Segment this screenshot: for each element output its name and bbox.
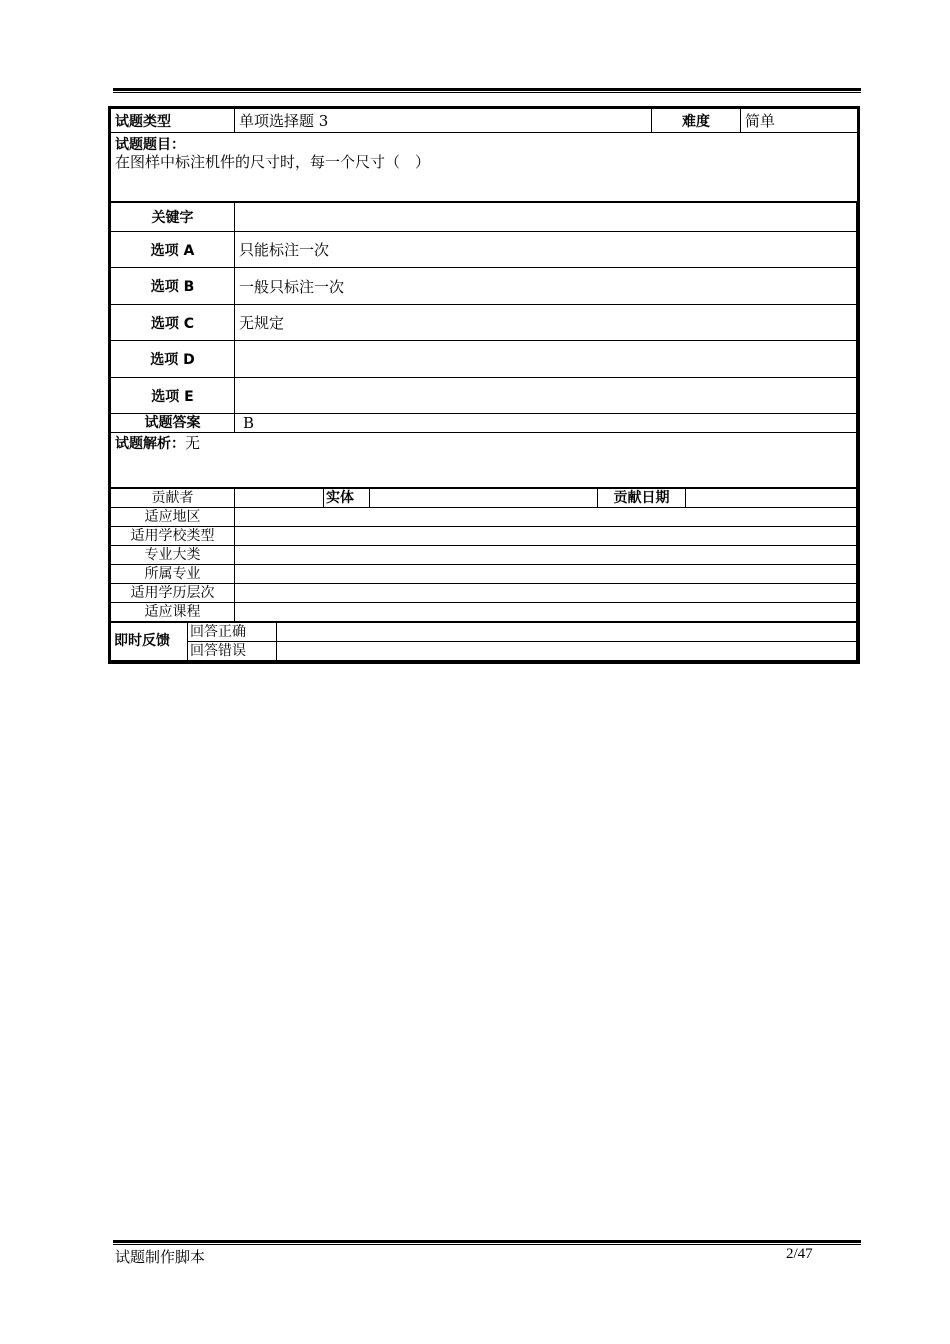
entity-value[interactable]: [370, 489, 598, 508]
question-stem-cell[interactable]: [111, 133, 858, 202]
option-d-label: 选项 D: [111, 341, 235, 378]
option-row-b: [111, 268, 857, 305]
feedback-correct-row: [111, 623, 857, 642]
major-category-value[interactable]: [235, 546, 857, 565]
option-row-e: [111, 378, 857, 414]
contributor-value[interactable]: [235, 489, 324, 508]
major-category-label: 专业大类: [111, 546, 235, 565]
keyword-row: [111, 203, 857, 232]
analysis-value: 无: [185, 434, 201, 452]
feedback-wrong-label: 回答错误: [188, 642, 277, 661]
keyword-label: 关键字: [111, 203, 235, 232]
feedback-correct-label: 回答正确: [188, 623, 277, 642]
contributor-label: 贡献者: [111, 489, 235, 508]
education-level-value[interactable]: [235, 584, 857, 603]
meta-row-major-category: [111, 546, 857, 565]
option-a-label: 选项 A: [111, 232, 235, 268]
question-form: [108, 106, 860, 664]
option-a-value[interactable]: 只能标注一次: [235, 232, 857, 268]
option-row-d: [111, 341, 857, 378]
option-e-label: 选项 E: [111, 378, 235, 414]
footer-title: 试题制作脚本: [115, 1248, 206, 1266]
meta-row-major: [111, 565, 857, 584]
instant-feedback-label: 即时反馈: [111, 623, 188, 661]
analysis-row: [111, 433, 857, 488]
answer-label: 试题答案: [111, 414, 235, 433]
school-type-value[interactable]: [235, 527, 857, 546]
meta-row-school-type: [111, 527, 857, 546]
major-label: 所属专业: [111, 565, 235, 584]
question-type-value[interactable]: 单项选择题 3: [235, 109, 652, 133]
education-level-label: 适用学历层次: [111, 584, 235, 603]
answer-value[interactable]: B: [235, 414, 857, 433]
question-table: [110, 108, 858, 202]
answer-row: [111, 414, 857, 433]
options-table: [110, 202, 857, 488]
feedback-wrong-value[interactable]: [277, 642, 857, 661]
analysis-label: 试题解析：: [115, 436, 185, 452]
question-type-row: [111, 109, 858, 133]
feedback-wrong-row: [111, 642, 857, 661]
contributor-row: [111, 489, 857, 508]
difficulty-value[interactable]: 简单: [741, 109, 858, 133]
region-value[interactable]: [235, 508, 857, 527]
course-value[interactable]: [235, 603, 857, 622]
contribution-date-label: 贡献日期: [598, 489, 686, 508]
option-d-value[interactable]: [235, 341, 857, 378]
question-stem-label: 试题题目：: [115, 137, 185, 153]
school-type-label: 适用学校类型: [111, 527, 235, 546]
entity-label: 实体: [324, 489, 370, 508]
meta-row-education-level: [111, 584, 857, 603]
question-type-label: 试题类型: [111, 109, 235, 133]
option-b-value[interactable]: 一般只标注一次: [235, 268, 857, 305]
keyword-value[interactable]: [235, 203, 857, 232]
option-c-label: 选项 C: [111, 305, 235, 341]
difficulty-label: 难度: [652, 109, 741, 133]
option-b-label: 选项 B: [111, 268, 235, 305]
meta-row-region: [111, 508, 857, 527]
question-stem-row: [111, 133, 858, 202]
option-row-a: [111, 232, 857, 268]
meta-table: [110, 488, 857, 622]
option-e-value[interactable]: [235, 378, 857, 414]
major-value[interactable]: [235, 565, 857, 584]
feedback-table: [110, 622, 857, 661]
footer-rule: [113, 1240, 861, 1245]
region-label: 适应地区: [111, 508, 235, 527]
course-label: 适应课程: [111, 603, 235, 622]
option-c-value[interactable]: 无规定: [235, 305, 857, 341]
analysis-cell[interactable]: [111, 433, 857, 488]
option-row-c: [111, 305, 857, 341]
header-rule: [113, 88, 861, 93]
meta-row-course: [111, 603, 857, 622]
question-stem-text: 在图样中标注机件的尺寸时，每一个尺寸（ ）: [115, 153, 431, 171]
page-number: 2/47: [786, 1246, 813, 1262]
feedback-correct-value[interactable]: [277, 623, 857, 642]
contribution-date-value[interactable]: [686, 489, 857, 508]
